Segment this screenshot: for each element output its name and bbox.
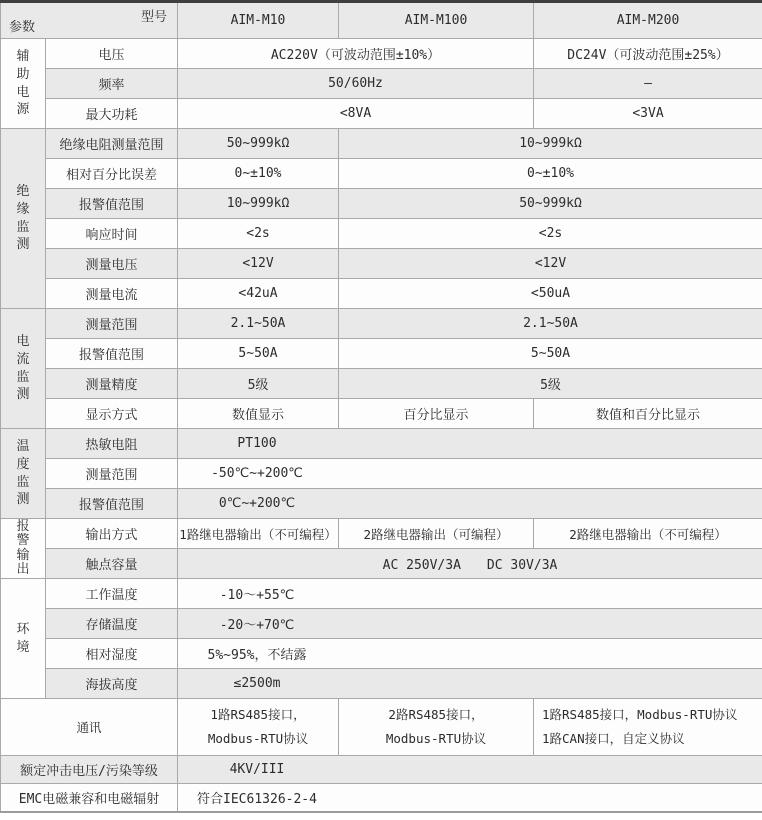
param-ins-range: 绝缘电阻测量范围 bbox=[46, 129, 178, 159]
cell-ins-alarm-m10: 10~999kΩ bbox=[178, 189, 339, 219]
group-aux-power bbox=[1, 39, 46, 129]
row-cur-range bbox=[1, 309, 762, 339]
row-contact-capacity bbox=[1, 549, 762, 579]
group-environment bbox=[1, 579, 46, 699]
param-altitude: 海拔高度 bbox=[46, 669, 178, 699]
param-humidity: 相对湿度 bbox=[46, 639, 178, 669]
group-environment-label: 环境 bbox=[16, 621, 30, 655]
row-communication bbox=[1, 699, 762, 756]
row-thermistor bbox=[1, 429, 762, 459]
cell-ins-range-m10: 50~999kΩ bbox=[178, 129, 339, 159]
cell-display-m200: 数值和百分比显示 bbox=[534, 399, 762, 429]
row-ins-voltage bbox=[1, 249, 762, 279]
cell-cur-accuracy-m100-m200: 5级 bbox=[339, 369, 762, 399]
cell-display-m100: 百分比显示 bbox=[339, 399, 534, 429]
cell-storage-temp-all: -20～+70℃ bbox=[178, 609, 762, 639]
row-cur-accuracy bbox=[1, 369, 762, 399]
cell-voltage-m10-m100: AC220V（可波动范围±10%） bbox=[178, 39, 534, 69]
comm-m10-line1: 1路RS485接口， bbox=[210, 707, 306, 722]
model-header-aim-m100: AIM-M100 bbox=[339, 2, 534, 39]
cell-comm-m10 bbox=[178, 699, 339, 756]
row-display bbox=[1, 399, 762, 429]
cell-altitude-all: ≤2500m bbox=[178, 669, 762, 699]
corner-cell bbox=[1, 2, 178, 39]
row-output-mode bbox=[1, 519, 762, 549]
comm-m100-line1: 2路RS485接口， bbox=[388, 707, 484, 722]
cell-voltage-m200: DC24V（可波动范围±25%） bbox=[534, 39, 762, 69]
comm-m200-line1: 1路RS485接口，Modbus-RTU协议 bbox=[542, 707, 738, 722]
row-work-temp bbox=[1, 579, 762, 609]
cell-cur-range-m10: 2.1~50A bbox=[178, 309, 339, 339]
cell-ins-current-m100-m200: <50uA bbox=[339, 279, 762, 309]
param-impulse: 额定冲击电压/污染等级 bbox=[1, 756, 178, 784]
model-header-aim-m200: AIM-M200 bbox=[534, 2, 762, 39]
cell-ins-voltage-m100-m200: <12V bbox=[339, 249, 762, 279]
row-impulse bbox=[1, 756, 762, 784]
cell-ins-response-m100-m200: <2s bbox=[339, 219, 762, 249]
row-ins-range bbox=[1, 129, 762, 159]
row-ins-error bbox=[1, 159, 762, 189]
param-voltage: 电压 bbox=[46, 39, 178, 69]
row-ins-alarm bbox=[1, 189, 762, 219]
cell-max-power-m10-m100: <8VA bbox=[178, 99, 534, 129]
row-frequency bbox=[1, 69, 762, 99]
cell-cur-range-m100-m200: 2.1~50A bbox=[339, 309, 762, 339]
cell-cur-accuracy-m10: 5级 bbox=[178, 369, 339, 399]
group-alarm-output bbox=[1, 519, 46, 579]
comm-m100-line2: Modbus-RTU协议 bbox=[385, 731, 487, 746]
cell-cur-alarm-m100-m200: 5~50A bbox=[339, 339, 762, 369]
param-ins-current: 测量电流 bbox=[46, 279, 178, 309]
corner-model-label: 型号 bbox=[140, 10, 167, 25]
param-storage-temp: 存储温度 bbox=[46, 609, 178, 639]
cell-cur-alarm-m10: 5~50A bbox=[178, 339, 339, 369]
row-ins-current bbox=[1, 279, 762, 309]
cell-emc-all: 符合IEC61326-2-4 bbox=[178, 784, 762, 812]
cell-output-mode-m200: 2路继电器输出（不可编程） bbox=[534, 519, 762, 549]
cell-ins-alarm-m100-m200: 50~999kΩ bbox=[339, 189, 762, 219]
cell-ins-voltage-m10: <12V bbox=[178, 249, 339, 279]
cell-comm-m200 bbox=[534, 699, 762, 756]
cell-ins-range-m100-m200: 10~999kΩ bbox=[339, 129, 762, 159]
corner-param-label: 参数 bbox=[9, 20, 36, 35]
row-emc bbox=[1, 784, 762, 812]
group-alarm-output-label: 报警输出 bbox=[16, 519, 30, 577]
comm-m200-line2: 1路CAN接口，自定义协议 bbox=[542, 731, 685, 746]
cell-frequency-m10-m100: 50/60Hz bbox=[178, 69, 534, 99]
param-cur-accuracy: 测量精度 bbox=[46, 369, 178, 399]
cell-humidity-all: 5%~95%，不结露 bbox=[178, 639, 762, 669]
param-communication: 通讯 bbox=[1, 699, 178, 756]
cell-output-mode-m10: 1路继电器输出（不可编程） bbox=[178, 519, 339, 549]
cell-ins-error-m100-m200: 0~±10% bbox=[339, 159, 762, 189]
param-display: 显示方式 bbox=[46, 399, 178, 429]
group-current-label: 电流监测 bbox=[16, 333, 30, 403]
cell-contact-capacity-all: AC 250V/3A DC 30V/3A bbox=[178, 549, 762, 579]
cell-thermistor-all: PT100 bbox=[178, 429, 762, 459]
param-thermistor: 热敏电阻 bbox=[46, 429, 178, 459]
cell-ins-current-m10: <42uA bbox=[178, 279, 339, 309]
param-ins-error: 相对百分比误差 bbox=[46, 159, 178, 189]
group-insulation-label: 绝缘监测 bbox=[16, 183, 30, 253]
comm-m10-line2: Modbus-RTU协议 bbox=[207, 731, 309, 746]
group-temperature bbox=[1, 429, 46, 519]
param-work-temp: 工作温度 bbox=[46, 579, 178, 609]
row-altitude bbox=[1, 669, 762, 699]
group-current bbox=[1, 309, 46, 429]
group-temperature-label: 温度监测 bbox=[16, 438, 30, 508]
cell-temp-alarm-all: 0℃~+200℃ bbox=[178, 489, 762, 519]
param-ins-alarm: 报警值范围 bbox=[46, 189, 178, 219]
row-temp-alarm bbox=[1, 489, 762, 519]
param-cur-alarm: 报警值范围 bbox=[46, 339, 178, 369]
header-row bbox=[1, 2, 762, 39]
row-voltage bbox=[1, 39, 762, 69]
cell-impulse-all: 4KV/III bbox=[178, 756, 762, 784]
row-max-power bbox=[1, 99, 762, 129]
param-cur-range: 测量范围 bbox=[46, 309, 178, 339]
model-header-aim-m10: AIM-M10 bbox=[178, 2, 339, 39]
row-storage-temp bbox=[1, 609, 762, 639]
param-ins-voltage: 测量电压 bbox=[46, 249, 178, 279]
param-frequency: 频率 bbox=[46, 69, 178, 99]
cell-ins-response-m10: <2s bbox=[178, 219, 339, 249]
param-temp-range: 测量范围 bbox=[46, 459, 178, 489]
cell-max-power-m200: <3VA bbox=[534, 99, 762, 129]
group-aux-power-label: 辅助电源 bbox=[16, 48, 30, 118]
param-temp-alarm: 报警值范围 bbox=[46, 489, 178, 519]
param-contact-capacity: 触点容量 bbox=[46, 549, 178, 579]
group-insulation bbox=[1, 129, 46, 309]
cell-comm-m100 bbox=[339, 699, 534, 756]
cell-temp-range-all: -50℃~+200℃ bbox=[178, 459, 762, 489]
cell-ins-error-m10: 0~±10% bbox=[178, 159, 339, 189]
row-humidity bbox=[1, 639, 762, 669]
cell-display-m10: 数值显示 bbox=[178, 399, 339, 429]
row-cur-alarm bbox=[1, 339, 762, 369]
row-temp-range bbox=[1, 459, 762, 489]
param-max-power: 最大功耗 bbox=[46, 99, 178, 129]
param-ins-response: 响应时间 bbox=[46, 219, 178, 249]
param-emc: EMC电磁兼容和电磁辐射 bbox=[1, 784, 178, 812]
cell-work-temp-all: -10～+55℃ bbox=[178, 579, 762, 609]
cell-frequency-m200: — bbox=[534, 69, 762, 99]
param-output-mode: 输出方式 bbox=[46, 519, 178, 549]
cell-output-mode-m100: 2路继电器输出（可编程） bbox=[339, 519, 534, 549]
row-ins-response bbox=[1, 219, 762, 249]
